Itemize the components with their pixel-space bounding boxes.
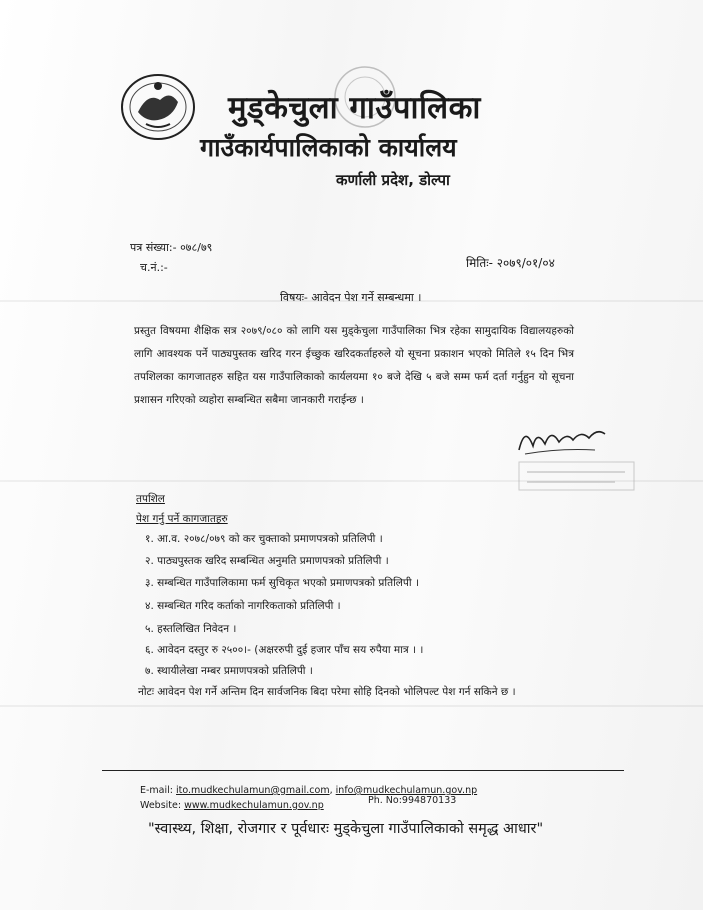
- list-item: ६. आवेदन दस्तुर रु २५००।- (अक्षररुपी दुई हजार पाँच सय रुपैया मात्र । ।: [145, 644, 424, 656]
- government-emblem-icon: [118, 72, 198, 142]
- list-item: ५. हस्तलिखित निवेदन ।: [145, 623, 237, 635]
- email-link-1[interactable]: ito.mudkechulamun@gmail.com: [176, 785, 330, 796]
- official-stamp-icon: [515, 456, 640, 496]
- website-link[interactable]: www.mudkechulamun.gov.np: [184, 800, 324, 811]
- footer-phone: Ph. No:994870133: [368, 795, 457, 806]
- dispatch-number: च.नं.:-: [140, 261, 168, 274]
- list-item: ३. सम्बन्धित गाउँपालिकामा फर्म सुचिकृत भएको प्रमाणपत्रको प्रतिलिपी ।: [145, 577, 419, 589]
- footer-divider: [102, 770, 624, 771]
- list-item: ७. स्थायीलेखा नम्बर प्रमाणपत्रको प्रतिलिपी ।: [145, 665, 313, 677]
- reference-number: पत्र संख्या:- ०७८/७९: [130, 241, 213, 254]
- email-separator: ,: [329, 785, 333, 796]
- letter-subject: विषयः- आवेदन पेश गर्ने सम्बन्धमा ।: [280, 291, 422, 304]
- email-label: E-mail:: [140, 785, 173, 796]
- footer-website: [140, 800, 324, 811]
- website-label: Website:: [140, 800, 182, 811]
- documents-heading: पेश गर्नु पर्ने कागजातहरु: [136, 513, 228, 525]
- details-heading: तपशिल: [136, 493, 165, 505]
- letter-body: प्रस्तुत विषयमा शैक्षिक सत्र २०७९/०८० को लागि यस मुड्केचुला गाउँपालिका भित्र रहेका सामुदायिक विद्यालयहरुको लागि आवश्यक पर्ने पाठ्यपुस्तक खरिद गरन ईच्छुक खरिदकर्ताहरुले यो सूचना प्रकाशन भएको मितिले १५ दिन भित्र तपशिलका कागजातहरु सहित यस गाउँपालिकाको कार्यलयमा १० बजे देखि ५ बजे सम्म फर्म दर्ता गर्नुहुन यो सूचना प्रशासन गरिएको व्यहोरा सम्बन्धित सबैमा जानकारी गराईन्छ ।: [134, 325, 574, 406]
- signature-icon: [515, 420, 610, 460]
- footer-slogan: "स्वास्थ्य, शिक्षा, रोजगार र पूर्वधारः मुड्केचुला गाउँपालिकाको समृद्ध आधार": [148, 821, 544, 837]
- letter-date: मितिः- २०७९/०१/०४: [466, 256, 555, 270]
- paper-fold: [0, 705, 703, 707]
- note: नोटः आवेदन पेश गर्ने अन्तिम दिन सार्वजनिक बिदा परेमा सोहि दिनको भोलिपल्ट पेश गर्न सकिने छ ।: [138, 686, 516, 698]
- list-item: ४. सम्बन्धित गरिद कर्ताको नागरिकताको प्रतिलिपी ।: [145, 600, 341, 612]
- email-link-2[interactable]: info@mudkechulamun.gov.np: [335, 785, 478, 796]
- list-item: १. आ.व. २०७८/०७९ को कर चुक्ताको प्रमाणपत्रको प्रतिलिपी ।: [145, 533, 383, 545]
- list-item: २. पाठ्यपुस्तक खरिद सम्बन्धित अनुमति प्रमाणपत्रको प्रतिलिपी ।: [145, 555, 389, 567]
- office-location: कर्णाली प्रदेश, डोल्पा: [336, 171, 450, 189]
- municipality-title: मुड्केचुला गाउँपालिका: [228, 90, 481, 126]
- office-title: गाउँकार्यपालिकाको कार्यालय: [200, 133, 457, 162]
